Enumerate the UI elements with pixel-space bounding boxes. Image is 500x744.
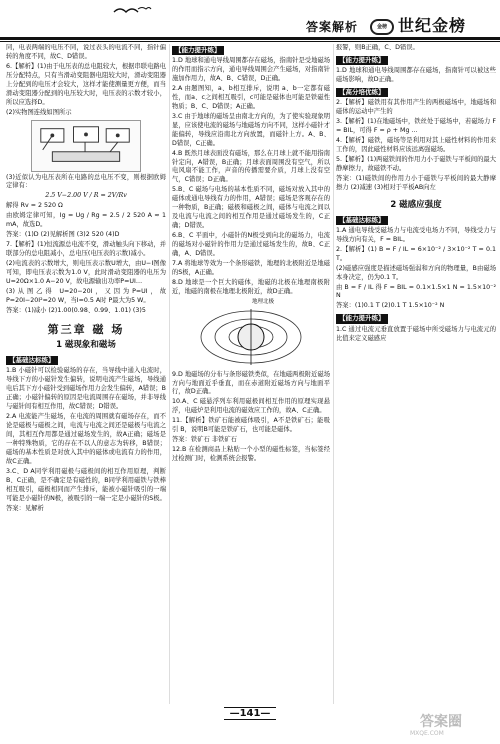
question-answer: 10.A、C 磁悬浮列车利用磁极间相互作用的原理实现悬浮，电磁炉是利用电流的磁效应工作的，故A、C正确。 bbox=[172, 398, 330, 415]
question-answer: 1.C 通过电流元垂直放置于磁场中所受磁场力与电流元的比值来定义磁感应 bbox=[336, 325, 496, 342]
brand-name: 世纪金榜 bbox=[398, 18, 467, 35]
question-answer: 6.B、C 平面中，小磁针的N极受到向北的磁场力，电流的磁场对小磁针的作用力是通过磁场发生的，故B、C正确，A、D错误。 bbox=[172, 232, 330, 257]
column-right bbox=[336, 44, 496, 704]
question-answer: 8.D 地球是一个巨大的磁体，地磁的北极在地理南极附近，地磁的南极在地理北极附近，故D正确。 bbox=[172, 278, 330, 295]
earth-magnetic-field-figure bbox=[196, 299, 306, 369]
section-tag: 【高分培优练】 bbox=[336, 88, 388, 97]
question-answer: (2)磁感应强度是描述磁场强弱和方向的物理量，B由磁场本身决定，仍为0.1 T。 bbox=[336, 264, 496, 281]
text-paragraph: (2)电流表的示数增大，则电压表示数U增大，由U−I图像可知，即电压表示数为1.0 V，此时滑动变阻器的电压为 U=20Ω×1.0 A−20 V，故电源输出功率P=UI… bbox=[6, 259, 166, 285]
section-tag: 【基础达标练】 bbox=[336, 216, 388, 225]
question-answer: 12.B 在检测商品上粘贴一个小型的磁性标签，当标签经过检测门时，检测系统会报警。 bbox=[172, 446, 330, 463]
page-header bbox=[0, 0, 500, 40]
answer-line: 答案：(1)D (2)见解析图 (3)2 520 (4)D bbox=[6, 231, 120, 239]
figure-label: 地理北极 bbox=[252, 298, 275, 305]
question-answer: 2.A 电流能产生磁场，在电流的周围就有磁场存在，而不论是磁极与磁极之间，电流与电流之间还是磁极与电流之间，其相互作用都是通过磁场发生的，故A正确；磁场是一种特殊物质，它的存在不以人的意志为转移，B错误；磁场的基本性质是对放入其中的磁体或电流有力的作用，故C正确。 bbox=[6, 413, 166, 465]
birds-icon bbox=[112, 4, 152, 18]
section-tag: 【基础达标练】 bbox=[6, 356, 58, 365]
answer-line: 答案：铁矿石 非铁矿石 bbox=[172, 436, 237, 444]
text-paragraph: 报警，则B正确，C、D错误。 bbox=[336, 44, 419, 51]
brand-badge-icon: 金榜 bbox=[370, 19, 394, 35]
watermark-url: MXQE.COM bbox=[410, 730, 444, 737]
question-answer: 2.【解析】(1) B = F / IL = 6×10⁻² / 3×10⁻² T = 0.1 T。 bbox=[336, 245, 496, 262]
column-divider bbox=[333, 44, 334, 704]
question-answer: 4.B 既然月球表面没有磁场，那么在月球上就不能用指南针定向，A错误，B正确；月球表面周围没有空气，所以电风扇不能工作，声音的传播需要介质，月球上没有空气，C错误；D正确。 bbox=[172, 149, 330, 184]
question-answer: 7.A 将地球等效为一个条形磁铁，地理的北极附近是地磁的S极，A正确。 bbox=[172, 259, 330, 276]
watermark-logo: 答案圈 bbox=[420, 713, 462, 729]
answer-line: 答案：(1)磁铁间的作用力小于磁铁与平板间的最大静摩擦力 (2)减速 (3)相对于平板AB向左 bbox=[336, 174, 496, 191]
answer-line: 答案：(1)减小 (2)1.00(0.98、0.99、1.01) (3)5 bbox=[6, 306, 146, 314]
question-answer: 4.【解析】磁铁，磁场等是利用对其上磁性材料的作用来工作的，因此磁性材料应该远离强磁场。 bbox=[336, 137, 496, 153]
text-paragraph: 6.【解析】(1)由于电压表的总电阻较大，根据串联电路电压分配特点，只有当滑动变阻器电阻较大时，滑动变阻器上分配到的电压才会较大，这样才能使测量更方便，而当滑动变阻器分配到的电压较大时，电压表的示数才较小，所以应选择D。 bbox=[6, 62, 166, 106]
question-answer: 9.D 地磁场的分布与条形磁铁类似，在地磁两极附近磁场方向与地面近乎垂直，而在赤道附近磁场方向与地面平行，故D正确。 bbox=[172, 370, 330, 396]
question-answer: 2.【解析】磁铁用有其作用产生的两极磁场中，地磁场和磁体的运动中产生的 bbox=[336, 99, 496, 116]
text-paragraph: (2)实物图连线如图所示 bbox=[6, 108, 72, 116]
question-answer: 3.【解析】(1)在地磁场中，铁丝处于磁场中，若磁场力 F = BIL，可得 F = ρ + Mg ... bbox=[336, 118, 496, 135]
question-answer: 5.【解析】(1)两磁铁间的作用力小于磁铁与平板间的最大静摩擦力，故磁铁不动。 bbox=[336, 155, 496, 172]
text-paragraph: 同，电表两端的电压不同，说过表头的电流不同，指针偏转的角度不同，故C、D错误。 bbox=[6, 44, 166, 60]
text-paragraph: (3)近似认为电压表所在电路的总电压不变，则根据欧姆定律有： bbox=[6, 173, 166, 190]
header-rule-thin bbox=[0, 41, 500, 42]
question-answer: 11.【解析】铁矿石能被磁体吸引，A不是铁矿石；能吸引 B，说明B可能是铁矿石，也可能是磁体。 bbox=[172, 417, 330, 434]
brand-logo bbox=[370, 16, 466, 39]
text-paragraph: (3)从图乙得 U=20−20I，又因为P=UI，故P=20I−20I²=20 W，当I=0.5 A时 P最大为5 W。 bbox=[6, 287, 166, 304]
question-answer: 2.A 由题图知，a、b相互排斥，说明 a、b一定都有磁性，而a、c之间相互吸引，c可能是磁体也可能是铁磁性物质；B、C、D错误；A正确。 bbox=[172, 85, 330, 110]
question-answer: 1.B 小磁针可以检验磁场的存在，当导线中通入电流时，导线下方的小磁针发生偏转，说明电流产生磁场，导线通电后其下方小磁针受到磁场作用力会发生偏转，A错误；B正确；小磁针偏转的原因是电流周围存在磁场，并非导线与磁针间有相互作用，故C错误；D错误。 bbox=[6, 367, 166, 411]
column-middle bbox=[172, 44, 330, 704]
column-left bbox=[6, 44, 166, 704]
text-paragraph: 解得 Rv = 2 520 Ω bbox=[6, 202, 63, 210]
question-answer: 3.C、D A同学利用磁极与磁极间的相互作用原理，判断B、C正确，是不确定是有磁性的，B同学利用磁铁与铁棒相互吸引，磁极相同而产生排斥，能被小磁针吸引的一端可能是小磁针的N极，被吸引的一端一定是小磁针的S极。 bbox=[6, 467, 166, 502]
section-tag: 【能力提升练】 bbox=[336, 56, 388, 65]
question-answer: 由 B = F / IL 得 F = BIL = 0.1×1.5×1 N = 1.5×10⁻² N bbox=[336, 283, 496, 300]
chapter-title: 第三章 磁 场 bbox=[47, 322, 125, 336]
text-paragraph: 7.【解析】(1)恒流源总电流不变，滑动触头向下移动，并联部分的总电阻减小，总电压(电压表的示数)减小。 bbox=[6, 241, 166, 257]
answer-analysis-title: 答案解析 bbox=[306, 20, 359, 34]
answer-line: 答案：见解析 bbox=[6, 504, 44, 512]
question-answer: 1.D 地球和通电导线周围都存在磁场，指南针可以被这些磁场影响，故D正确。 bbox=[336, 67, 496, 84]
header-rule bbox=[0, 37, 500, 40]
page-number-text: —141— bbox=[224, 707, 277, 720]
answer-line: 答案：(1)0.1 T (2)0.1 T 1.5×10⁻² N bbox=[336, 302, 445, 310]
circuit-diagram bbox=[31, 120, 141, 172]
column-divider bbox=[169, 44, 170, 704]
text-paragraph: 由欧姆定律可知，Ig = Ug / Rg = 2.5 / 2 520 A ≈ 1 mA，故选D。 bbox=[6, 212, 166, 229]
section-tag: 【能力提升练】 bbox=[172, 46, 224, 55]
section-title: 2 磁感应强度 bbox=[390, 199, 442, 210]
section-tag: 【能力提升练】 bbox=[336, 314, 388, 323]
section-title: 1 磁现象和磁场 bbox=[56, 340, 116, 351]
question-answer: 5.B、C 磁场与电场的基本性质不同，磁场对放入其中的磁体或通电导线有力的作用，A错误；磁场是客观存在的一种物质，B正确；磁极和磁极之间，磁体与电流之间以及电流与电流之间的相互作用是通过磁场发生的，C正确；D错误。 bbox=[172, 186, 330, 230]
earth-field-diagram bbox=[196, 299, 306, 369]
question-answer: 3.C 由于地球的磁场呈由南北方向的，为了使实验现象明显，应该使电流的磁场与地磁场方向不同，这样小磁针才能偏转，导线应沿南北方向放置，而磁针上方。A、B、D错误，C正确。 bbox=[172, 112, 330, 147]
formula: 2.5 V−2.00 V / R = 2V/Rv bbox=[45, 192, 127, 200]
question-answer: 1.A 通电导线受磁场力与电流受电场力不同，导线受力与导线方向有关，F = BIL。 bbox=[336, 226, 496, 243]
question-answer: 1.D 地球和通电导线周围都存在磁场，指南针是受地磁场的作用而指示方向，通电导线周围会产生磁场，对指南针施加作用力，故A、B、C错误，D正确。 bbox=[172, 57, 330, 83]
